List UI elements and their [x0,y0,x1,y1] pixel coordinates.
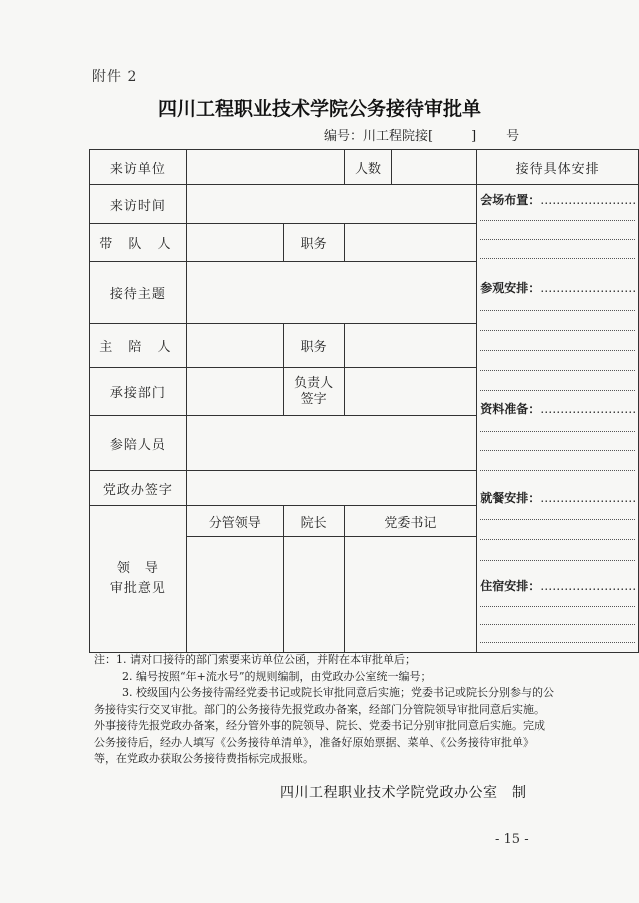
number-bracket-close: ] [471,129,477,144]
responsible-line1: 负责人 [294,375,334,391]
form-number [324,125,519,144]
team-leader-field[interactable] [186,224,283,262]
responsible-line2: 签字 [300,391,327,407]
visit-arrangement [480,279,636,296]
visit-arrangement-label: 参观安排： [480,281,541,295]
material-preparation [480,400,636,417]
team-leader-label: 带 队 人 [90,224,187,262]
notes [94,652,554,768]
visit-time-label: 来访时间 [90,185,187,224]
leader-approval-line2: 审批意见 [109,581,166,596]
attachment-label: 附件 2 [92,69,138,85]
page-number: - 15 - [495,832,529,847]
dining-arrangement-label: 就餐安排： [480,491,541,505]
visit-time-field[interactable] [186,185,476,224]
dining-arrangement [480,489,636,506]
president-label: 院长 [283,506,344,537]
note-2: 2. 编号按照“年+流水号”的规则编制，由党政办公室统一编号； [122,669,432,683]
headcount-label: 人数 [344,150,392,185]
responsible-person-label [283,368,344,416]
responsible-signature-field[interactable] [344,368,477,416]
arrangement-header: 接待具体安排 [477,150,638,185]
leader-approval-line1: 领 导 [116,561,159,576]
visit-arrangement-dots: …………………… [540,281,637,295]
headcount-field[interactable] [392,150,477,185]
venue-arrangement-dots: …………………… [540,193,637,207]
venue-arrangement-label: 会场布置： [480,193,541,207]
accompanying-staff-label: 参陪人员 [90,416,187,471]
position-label: 职务 [283,224,344,262]
party-secretary-field[interactable] [344,537,477,653]
party-office-signature-label: 党政办签字 [90,471,187,506]
note-1: 注：1. 请对口接待的部门索要来访单位公函，并附在本审批单后； [94,653,416,666]
position-field[interactable] [344,224,477,262]
reception-theme-label: 接待主题 [90,262,187,324]
number-prefix: 编号：川工程院接[ [324,129,434,144]
material-preparation-label: 资料准备： [480,402,541,416]
main-escort-label: 主 陪 人 [90,324,187,368]
note-3: 3. 校级国内公务接待需经党委书记或院长审批同意后实施；党委书记或院长分别参与的公务接待实行交叉审批。部门的公务接待先报党政办备案，经部门分管院领导审批同意后实施。外事接待先报党政办备案，经分管外事的院领导、院长、党委书记分别审批同意后实施。完成公务接待后，经办人填写《公务接待单清单》，准备好原始票据、菜单、《公务接待审批单》等，在党政办获取公务接待费指标完成报账。 [94,686,554,765]
number-suffix: 号 [506,129,520,144]
lodging-arrangement-dots: …………………… [540,579,637,593]
party-secretary-label: 党委书记 [344,506,477,537]
accompanying-staff-field[interactable] [186,416,476,471]
supervising-leader-field[interactable] [186,537,283,653]
arrangement-column [477,150,639,653]
lodging-arrangement [480,577,636,594]
president-field[interactable] [283,537,344,653]
venue-arrangement [480,191,636,208]
main-escort-field[interactable] [186,324,283,368]
leader-approval-label [90,506,187,653]
approval-form-table [89,149,639,653]
page-title: 四川工程职业技术学院公务接待审批单 [157,98,481,120]
position2-label: 职务 [283,324,344,368]
host-department-label: 承接部门 [90,368,187,416]
visiting-unit-field[interactable] [186,150,344,185]
dining-arrangement-dots: …………………… [540,491,637,505]
supervising-leader-label: 分管领导 [186,506,283,537]
lodging-arrangement-label: 住宿安排： [480,579,541,593]
material-preparation-dots: …………………… [540,402,637,416]
host-department-field[interactable] [186,368,283,416]
party-office-signature-field[interactable] [186,471,476,506]
position2-field[interactable] [344,324,477,368]
visiting-unit-label: 来访单位 [90,150,187,185]
issuer: 四川工程职业技术学院党政办公室 制 [280,785,527,801]
reception-theme-field[interactable] [186,262,476,324]
